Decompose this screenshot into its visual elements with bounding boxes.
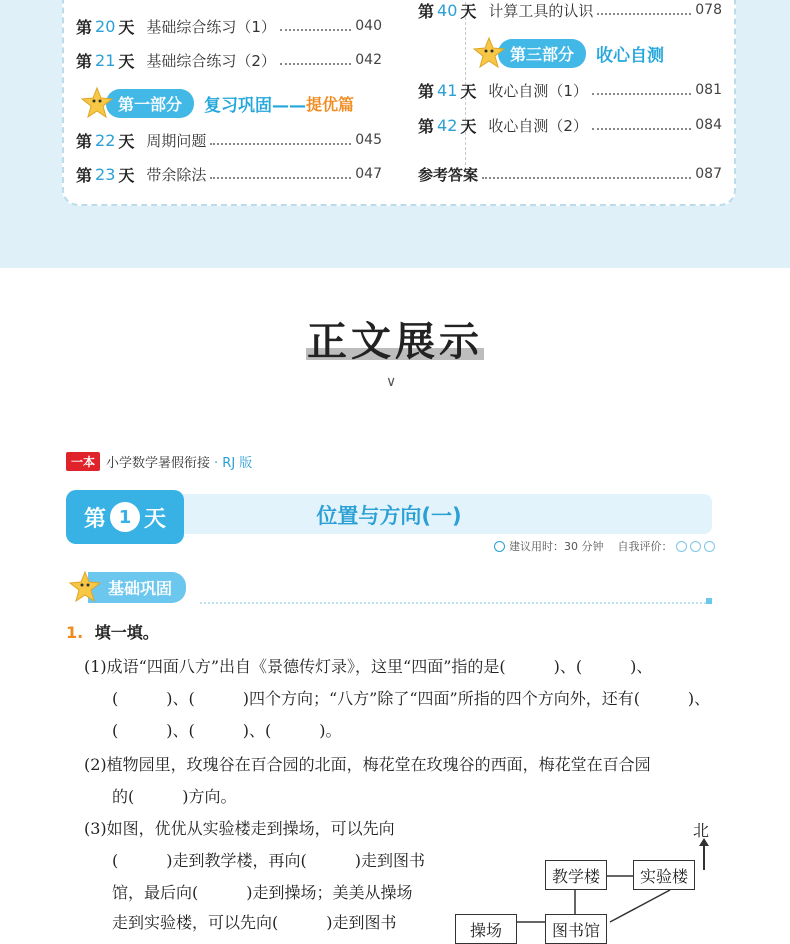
question-line: (3)如图，优优从实验楼走到操场，可以先向 [84, 819, 395, 838]
question-heading [66, 620, 159, 643]
day-prefix: 第 [76, 51, 93, 71]
entry-title: 基础综合练习（1） [146, 17, 276, 36]
day-number: 1 [110, 502, 140, 532]
dotted-rule [200, 602, 710, 604]
toc-entry[interactable] [418, 0, 722, 22]
entry-title: 参考答案 [418, 165, 479, 184]
map-library: 图书馆 [545, 914, 607, 944]
part-name: 收心自测 [596, 45, 665, 66]
day-prefix: 第 [418, 1, 435, 21]
star-mascot-icon [472, 36, 506, 70]
neutral-face-icon[interactable] [690, 541, 701, 552]
entry-page: 047 [355, 166, 382, 182]
question-line: 的( )方向。 [112, 787, 237, 806]
day-suffix: 天 [118, 51, 135, 71]
map-lab-building: 实验楼 [633, 860, 695, 890]
leader-dots [592, 120, 691, 130]
day-prefix: 第 [76, 131, 93, 151]
day-number: 40 [437, 0, 458, 20]
question-line: ( )、( )、( )。 [112, 721, 342, 740]
question-title: 填一填。 [94, 623, 159, 642]
question-line: ( )、( )四个方向；“八方”除了“四面”所指的四个方向外，还有( )、 [112, 689, 711, 708]
book-header [66, 452, 252, 471]
day-prefix: 第 [76, 17, 93, 37]
sad-face-icon[interactable] [704, 541, 715, 552]
part-one-banner [80, 88, 354, 118]
chevron-down-icon: ∨ [386, 374, 397, 390]
entry-title: 收心自测（1） [488, 81, 588, 100]
section-title: 正文展示 [307, 319, 483, 365]
entry-page: 081 [695, 82, 722, 98]
day-suffix: 天 [118, 131, 135, 151]
leader-dots [210, 135, 351, 145]
day-prefix: 第 [418, 116, 435, 136]
day-number: 20 [95, 16, 116, 36]
book-name: 小学数学暑假衔接 [106, 456, 211, 471]
toc-band [0, 0, 790, 268]
day-suffix: 天 [118, 17, 135, 37]
north-label: 北 [693, 821, 710, 840]
question-line: (2)植物园里，玫瑰谷在百合园的北面，梅花堂在玫瑰谷的西面，梅花堂在百合园 [84, 755, 651, 774]
question-line: 馆，最后向( )走到操场；美美从操场 [112, 883, 413, 902]
entry-page: 042 [355, 52, 382, 68]
leader-dots [210, 169, 351, 179]
section-heading [0, 310, 790, 367]
entry-page: 045 [355, 132, 382, 148]
toc-entry[interactable] [76, 48, 382, 72]
self-eval-label: 自我评价： [617, 540, 673, 553]
toc-answer-entry[interactable] [418, 162, 722, 186]
entry-page: 040 [355, 18, 382, 34]
smiley-face-icon[interactable] [676, 541, 687, 552]
day-prefix: 第 [76, 165, 93, 185]
toc-entry[interactable] [76, 162, 382, 186]
basics-banner [68, 570, 186, 604]
star-mascot-icon [80, 86, 114, 120]
question-number: 1. [66, 623, 84, 642]
section-pill: 基础巩固 [88, 572, 186, 603]
day-suffix: 天 [144, 506, 167, 532]
day-number: 42 [437, 115, 458, 135]
part-name: 复习巩固—— [204, 95, 307, 116]
lesson-title: 位置与方向(一) [316, 504, 462, 528]
clock-icon [494, 541, 505, 552]
day-suffix: 天 [118, 165, 135, 185]
part-pill: 第一部分 [106, 89, 194, 118]
star-mascot-icon [68, 570, 102, 604]
part-three-banner [472, 38, 664, 68]
publisher-logo: 一本 [66, 452, 100, 471]
toc-entry[interactable] [418, 78, 722, 102]
leader-dots [592, 85, 691, 95]
lesson-meta [494, 538, 715, 554]
book-version: · RJ 版 [214, 456, 253, 471]
entry-page: 084 [695, 117, 722, 133]
entry-page: 078 [695, 2, 722, 18]
day-prefix: 第 [418, 81, 435, 101]
map-teaching-building: 教学楼 [545, 860, 607, 890]
part-subtitle: 提优篇 [306, 94, 355, 114]
toc-entry[interactable] [76, 14, 382, 38]
day-number: 22 [95, 130, 116, 150]
leader-dots [280, 21, 351, 31]
entry-title: 收心自测（2） [488, 116, 588, 135]
day-number: 21 [95, 50, 116, 70]
question-line: (1)成语“四面八方”出自《景德传灯录》，这里“四面”指的是( )、( )、 [84, 657, 653, 676]
question-line: ( )走到教学楼，再向( )走到图书 [112, 851, 425, 870]
entry-title: 基础综合练习（2） [146, 51, 276, 70]
rule-end-mark [706, 598, 712, 604]
day-number: 41 [437, 80, 458, 100]
leader-dots [482, 169, 691, 179]
leader-dots [280, 55, 351, 65]
map-playground: 操场 [455, 914, 517, 944]
day-suffix: 天 [460, 81, 477, 101]
leader-dots [597, 5, 691, 15]
question-line: 走到实验楼，可以先向( )走到图书 [112, 913, 397, 932]
suggested-time: 建议用时：30 分钟 [509, 540, 604, 553]
day-number: 23 [95, 164, 116, 184]
day-prefix: 第 [83, 506, 106, 532]
entry-title: 周期问题 [146, 131, 207, 150]
toc-entry[interactable] [76, 128, 382, 152]
day-suffix: 天 [460, 116, 477, 136]
day-suffix: 天 [460, 1, 477, 21]
entry-title: 带余除法 [146, 165, 207, 184]
entry-title: 计算工具的认识 [488, 1, 594, 20]
toc-entry[interactable] [418, 113, 722, 137]
part-pill: 第三部分 [498, 39, 586, 68]
entry-page: 087 [695, 166, 722, 182]
lesson-day-badge [66, 490, 184, 544]
